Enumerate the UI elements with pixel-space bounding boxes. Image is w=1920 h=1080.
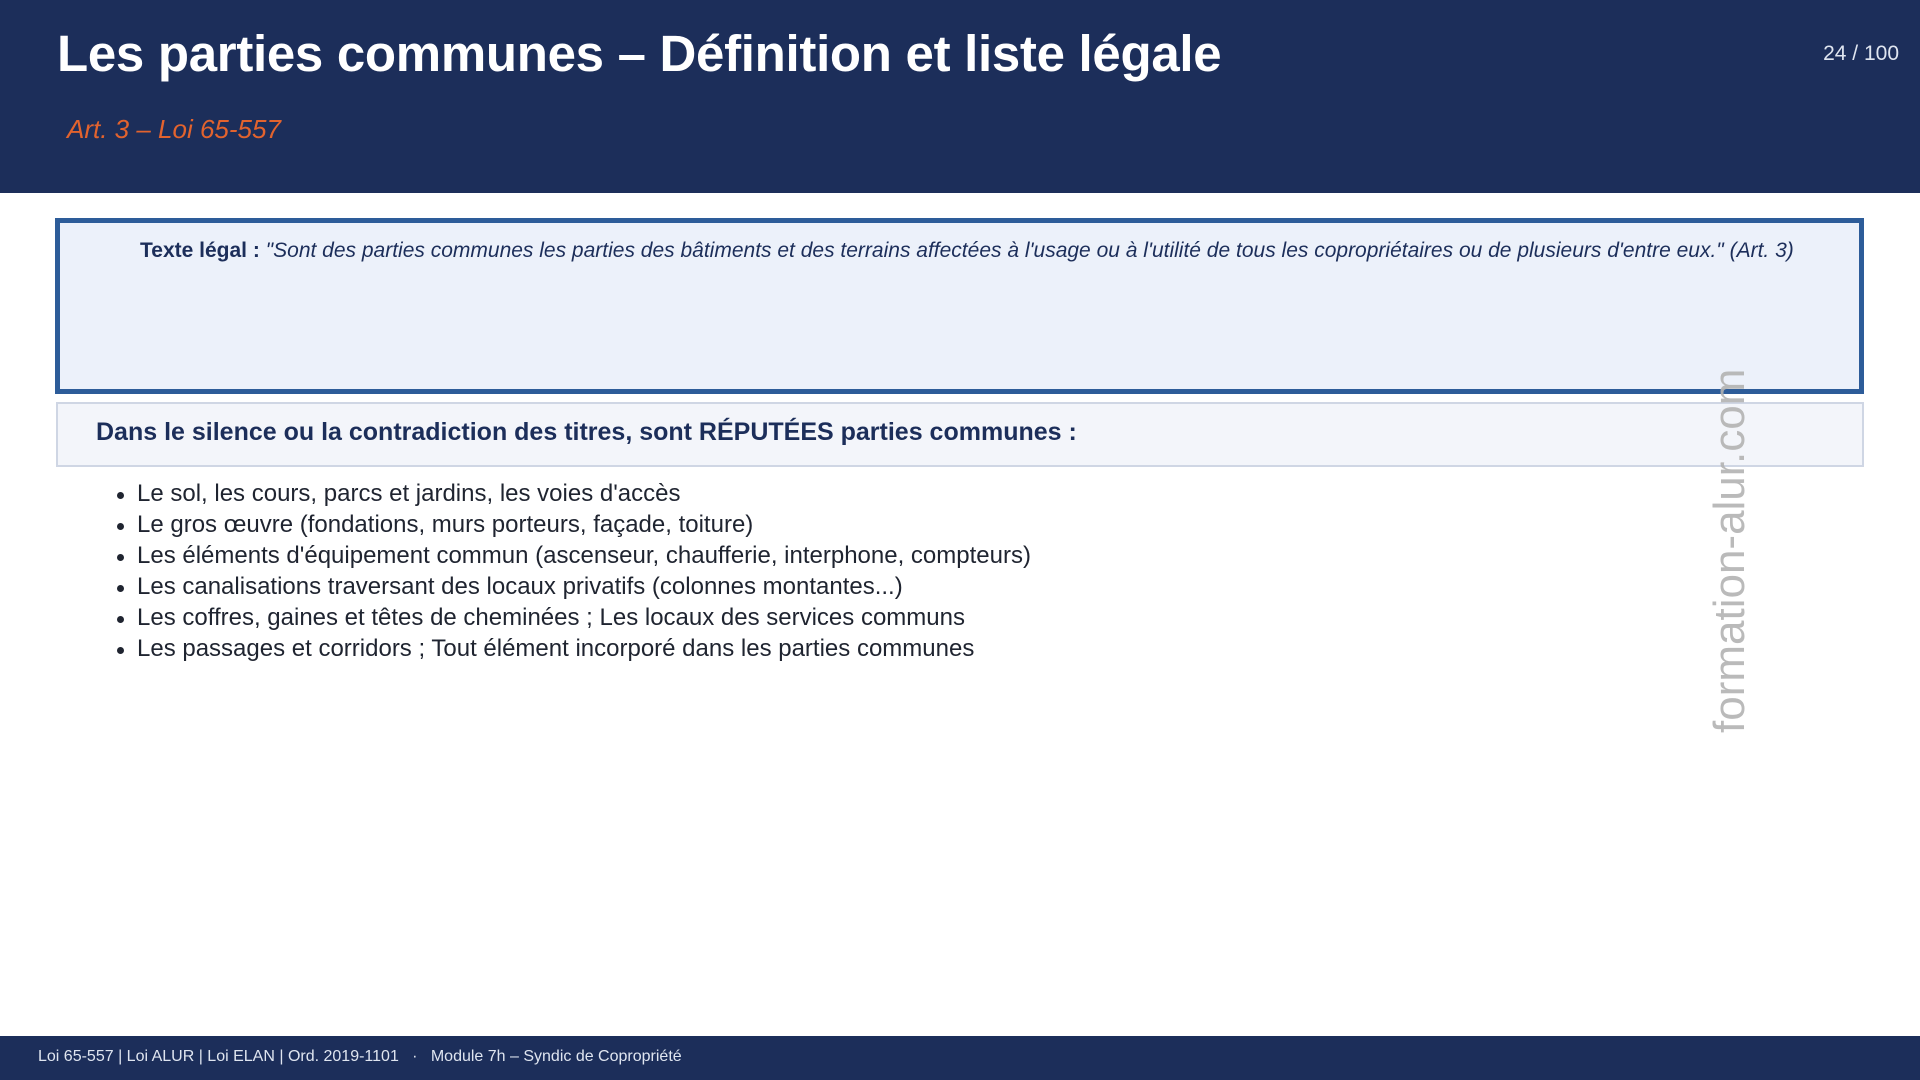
footer-text: Loi 65-557 | Loi ALUR | Loi ELAN | Ord. 2019-1101 · Module 7h – Syndic de Copropriété	[38, 1048, 682, 1065]
presumed-heading: Dans le silence ou la contradiction des titres, sont RÉPUTÉES parties communes :	[96, 418, 1077, 446]
list-item: Les coffres, gaines et têtes de cheminées ; Les locaux des services communs	[112, 602, 1031, 633]
common-parts-list	[112, 478, 1031, 664]
page-title: Les parties communes – Définition et liste légale	[57, 25, 1222, 82]
page-subtitle: Art. 3 – Loi 65-557	[67, 114, 281, 144]
footer-band	[0, 1036, 1920, 1080]
legal-text-box	[55, 218, 1864, 394]
list-item: Le sol, les cours, parcs et jardins, les voies d'accès	[112, 478, 1031, 509]
page-number: 24 / 100	[1823, 42, 1899, 65]
legal-text-label: Texte légal :	[140, 239, 260, 262]
presumed-heading-box	[56, 402, 1864, 467]
header-band	[0, 0, 1920, 193]
list-item: Les canalisations traversant des locaux privatifs (colonnes montantes...)	[112, 571, 1031, 602]
list-item: Les éléments d'équipement commun (ascenseur, chaufferie, interphone, compteurs)	[112, 540, 1031, 571]
legal-text-quote: "Sont des parties communes les parties des bâtiments et des terrains affectées à l'usage ou à l'utilité de tous les copropriétaires ou de plusieurs d'entre eux." (Art. 3)	[265, 239, 1794, 262]
legal-text	[108, 237, 1808, 265]
watermark: formation-alur.com	[1705, 368, 1754, 733]
list-item: Le gros œuvre (fondations, murs porteurs, façade, toiture)	[112, 509, 1031, 540]
list-item: Les passages et corridors ; Tout élément incorporé dans les parties communes	[112, 633, 1031, 664]
